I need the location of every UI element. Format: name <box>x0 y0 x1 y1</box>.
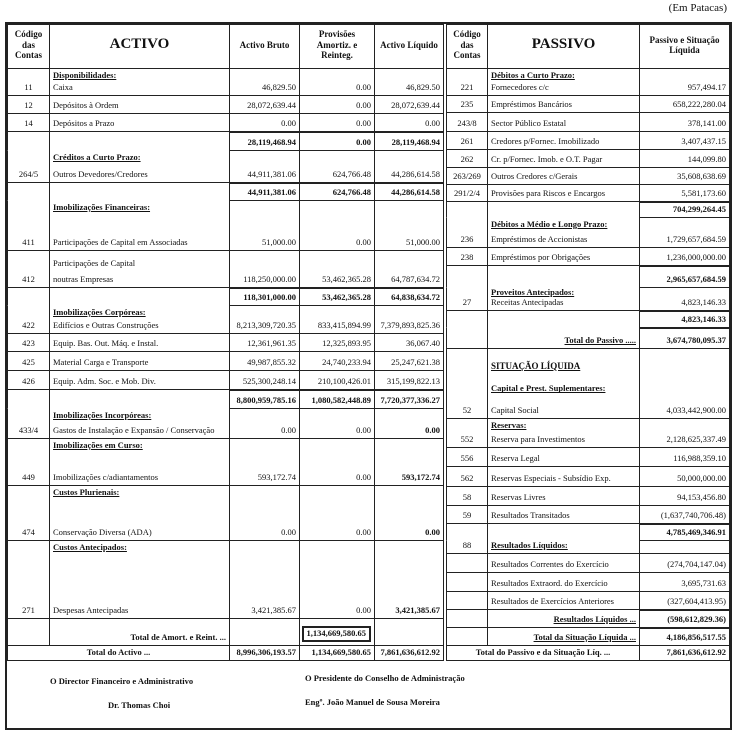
value: 144,099.80 <box>639 149 730 168</box>
desc-cell <box>487 265 640 288</box>
account-description <box>49 250 230 288</box>
bruto-cell <box>229 618 300 646</box>
value: 1,729,657,684.59 <box>639 217 730 248</box>
account-code: 58 <box>446 486 488 506</box>
bruto-value: 28,072,639.44 <box>229 95 300 114</box>
subtotal-value: 28,119,468.94 <box>374 131 444 151</box>
liquido-value: 593,172.74 <box>374 438 444 486</box>
value: 1,236,000,000.00 <box>639 247 730 266</box>
code-cell <box>7 389 50 409</box>
account-description <box>49 150 230 183</box>
liquido-value: 0.00 <box>374 408 444 439</box>
activo-header-row <box>8 24 444 68</box>
bruto-value: 0.00 <box>229 485 300 541</box>
account-code: 243/8 <box>446 112 488 132</box>
bruto-value: 0.00 <box>229 408 300 439</box>
item-row <box>447 486 730 505</box>
account-label: Depósitos à Ordem <box>53 100 119 110</box>
liquido-value: 0.00 <box>374 113 444 132</box>
account-code: 425 <box>7 351 50 371</box>
account-code: 562 <box>446 466 488 487</box>
bruto-header: Activo Bruto <box>229 24 300 69</box>
subtotal-value: 624,766.48 <box>299 182 375 201</box>
bruto-value: 118,250,000.00 <box>229 250 300 288</box>
item-row <box>8 351 444 370</box>
account-description <box>49 68 230 96</box>
bruto-value: 525,300,248.14 <box>229 370 300 390</box>
value: 3,695,731.63 <box>639 572 730 592</box>
value: 94,153,456.80 <box>639 486 730 506</box>
subtotal-value: 4,785,469,346.91 <box>639 523 730 541</box>
account-code: 221 <box>446 68 488 96</box>
code-cell <box>446 310 488 328</box>
account-label: Reservas Livres <box>491 492 546 502</box>
provisoes-value: 53,462,365.28 <box>299 250 375 288</box>
subtotal-label: Total do Passivo ..... <box>487 327 640 349</box>
account-label: Outros Credores c/Gerais <box>491 171 578 181</box>
desc-cell <box>49 287 230 306</box>
section-heading: Créditos a Curto Prazo: <box>53 152 141 162</box>
section-heading: Proveitos Antecipados: <box>491 287 575 297</box>
total-value: 8,996,306,193.57 <box>229 645 300 661</box>
president-title: O Presidente do Conselho de Administração <box>305 673 465 683</box>
item-row <box>8 250 444 287</box>
prov-cell <box>299 618 375 646</box>
account-code: 423 <box>7 333 50 352</box>
account-label: Fornecedores c/c <box>491 82 549 92</box>
subtotal-value: 118,301,000.00 <box>229 287 300 306</box>
account-label: Empréstimos Bancários <box>491 99 572 109</box>
account-code: 412 <box>7 250 50 288</box>
account-label: Material Carga e Transporte <box>53 357 149 367</box>
account-label: Equip. Adm. Soc. e Mob. Div. <box>53 376 156 386</box>
section-heading: Custos Antecipados: <box>53 542 127 552</box>
director-name: Dr. Thomas Choi <box>108 700 171 710</box>
item-row <box>8 540 444 618</box>
account-description <box>487 486 640 506</box>
account-description <box>487 167 640 185</box>
account-description <box>487 217 640 248</box>
provisoes-value: 0.00 <box>299 113 375 132</box>
subtotal-value: 3,674,780,095.37 <box>639 327 730 349</box>
code-cell <box>7 182 50 201</box>
section-heading: Custos Plurienais: <box>53 487 120 497</box>
passivo-header-row <box>447 24 730 68</box>
account-label: Provisões para Riscos e Encargos <box>491 188 606 198</box>
subtotal-value: 4,823,146.33 <box>639 310 730 328</box>
account-description <box>49 540 230 619</box>
account-description <box>487 591 640 610</box>
liquido-value: 0.00 <box>374 485 444 541</box>
item-row <box>447 348 730 418</box>
account-description <box>49 95 230 114</box>
bruto-value: 593,172.74 <box>229 438 300 486</box>
account-code: 264/5 <box>7 150 50 183</box>
account-description <box>487 553 640 573</box>
value: 116,988,359.10 <box>639 447 730 467</box>
item-row <box>447 591 730 609</box>
account-label: Conservação Diversa (ADA) <box>53 527 152 537</box>
code-header: Código das Contas <box>446 24 488 69</box>
account-description <box>487 184 640 202</box>
account-label: Empréstimos por Obrigações <box>491 252 591 262</box>
total-row <box>8 645 444 660</box>
item-row <box>8 305 444 333</box>
bruto-value: 3,421,385.67 <box>229 540 300 619</box>
subtotal-label: Total da Situação Líquida ... <box>487 627 640 646</box>
item-row <box>447 572 730 591</box>
account-code: 59 <box>446 505 488 524</box>
desc-cell <box>487 201 640 218</box>
provisoes-value: 833,415,894.99 <box>299 305 375 334</box>
account-label: Resultados Transitados <box>491 510 570 520</box>
total-value: 1,134,669,580.65 <box>299 645 375 661</box>
account-label: Participações de Capital <box>53 258 136 268</box>
liquido-value: 25,247,621.38 <box>374 351 444 371</box>
section-heading: Resultados Líquidos: <box>491 540 568 550</box>
sub-row <box>8 131 444 150</box>
account-code: 235 <box>446 95 488 113</box>
account-label-cont: noutras Empresas <box>53 274 114 284</box>
section-title: SITUAÇÃO LÍQUIDA <box>491 360 581 371</box>
account-label: Equip. Bas. Out. Máq. e Instal. <box>53 338 159 348</box>
item-row <box>447 131 730 149</box>
account-label: Depósitos a Prazo <box>53 118 115 128</box>
item-row <box>447 540 730 553</box>
account-description <box>487 287 640 311</box>
account-code: 27 <box>446 287 488 311</box>
subtotal-value: 28,119,468.94 <box>229 131 300 151</box>
subtotal-value: 44,911,381.06 <box>229 182 300 201</box>
account-description <box>49 351 230 371</box>
amort-row <box>8 618 444 645</box>
section-heading: Débitos a Curto Prazo: <box>491 70 575 80</box>
account-code <box>446 572 488 592</box>
director-title: O Director Financeiro e Administrativo <box>50 676 194 686</box>
section-heading: Reservas: <box>491 420 527 430</box>
subtotal-value: (598,612,829.36) <box>639 609 730 628</box>
value: (327,604,413.95) <box>639 591 730 610</box>
account-description <box>487 95 640 113</box>
account-code: 474 <box>7 485 50 541</box>
liquido-value: 28,072,639.44 <box>374 95 444 114</box>
account-code <box>446 591 488 610</box>
account-description <box>49 200 230 251</box>
liquido-value: 46,829.50 <box>374 68 444 96</box>
subtotal-value: 1,080,582,448.89 <box>299 389 375 409</box>
ptotal-row <box>447 609 730 627</box>
account-code: 411 <box>7 200 50 251</box>
account-label: Edifícios e Outras Construções <box>53 320 159 330</box>
section-heading: Débitos a Médio e Longo Prazo: <box>491 219 608 229</box>
provisoes-value: 0.00 <box>299 68 375 96</box>
account-code: 552 <box>446 418 488 448</box>
account-code: 422 <box>7 305 50 334</box>
account-code: 12 <box>7 95 50 114</box>
liquido-value: 36,067.40 <box>374 333 444 352</box>
liquido-value: 315,199,822.13 <box>374 370 444 390</box>
desc-cell <box>49 389 230 409</box>
bruto-value: 51,000.00 <box>229 200 300 251</box>
item-row <box>447 149 730 167</box>
account-code: 262 <box>446 149 488 168</box>
item-row <box>8 333 444 351</box>
item-row <box>447 68 730 95</box>
account-label: Resultados de Exercícios Anteriores <box>491 596 614 606</box>
account-description <box>487 418 640 448</box>
account-description <box>487 149 640 168</box>
section-heading: Capital e Prest. Suplementares: <box>491 383 606 394</box>
activo-title: ACTIVO <box>49 24 230 69</box>
account-description <box>487 447 640 467</box>
code-cell <box>446 327 488 349</box>
account-description <box>49 113 230 132</box>
account-label: Sector Público Estatal <box>491 118 567 128</box>
code-cell <box>446 627 488 646</box>
desc-cell <box>487 310 640 328</box>
subtotal-value: 7,720,377,336.27 <box>374 389 444 409</box>
value <box>639 540 730 554</box>
item-row <box>447 505 730 523</box>
ptotal-row <box>447 627 730 645</box>
item-row <box>8 408 444 438</box>
account-code: 88 <box>446 540 488 554</box>
account-description <box>49 438 230 486</box>
sub-row <box>8 287 444 305</box>
subtotal-label: Resultados Líquidos ... <box>487 609 640 628</box>
value: 4,823,146.33 <box>639 287 730 311</box>
code-cell <box>446 609 488 628</box>
account-label: Reservas Especiais - Subsídio Exp. <box>491 473 611 483</box>
sub-row <box>8 182 444 200</box>
section-heading: Imobilizações em Curso: <box>53 440 143 450</box>
code-cell <box>446 201 488 218</box>
total-value: 7,861,636,612.92 <box>374 645 444 661</box>
item-row <box>447 418 730 447</box>
value: 957,494.17 <box>639 68 730 96</box>
account-label: Reserva Legal <box>491 453 540 463</box>
provisoes-value: 24,740,233.94 <box>299 351 375 371</box>
value: 658,222,280.04 <box>639 95 730 113</box>
subtotal-value: 8,800,959,785.16 <box>229 389 300 409</box>
account-code: 236 <box>446 217 488 248</box>
account-code: 238 <box>446 247 488 266</box>
provisoes-value: 0.00 <box>299 540 375 619</box>
subtotal-value: 4,186,856,517.55 <box>639 627 730 646</box>
bruto-value: 12,361,961.35 <box>229 333 300 352</box>
bruto-value: 46,829.50 <box>229 68 300 96</box>
code-cell <box>7 131 50 151</box>
account-label: Caixa <box>53 82 73 92</box>
liquido-header: Activo Líquido <box>374 24 444 69</box>
account-label: Despesas Antecipadas <box>53 605 129 615</box>
liq-cell <box>374 618 444 646</box>
account-code: 14 <box>7 113 50 132</box>
account-label: Gastos de Instalação e Expansão / Conservação <box>53 425 215 435</box>
total-amort-value: 1,134,669,580.65 <box>302 626 372 642</box>
item-row <box>447 287 730 310</box>
bruto-value: 49,987,855.32 <box>229 351 300 371</box>
account-label: Cr. p/Fornec. Imob. e O.T. Pagar <box>491 154 603 164</box>
provisoes-value: 0.00 <box>299 408 375 439</box>
value: 50,000,000.00 <box>639 466 730 487</box>
value: (274,704,147.04) <box>639 553 730 573</box>
sub-row <box>447 201 730 217</box>
code-cell <box>446 523 488 541</box>
item-row <box>8 95 444 113</box>
item-row <box>447 447 730 466</box>
item-row <box>447 112 730 131</box>
account-description <box>487 572 640 592</box>
subtotal-value: 704,299,264.45 <box>639 201 730 218</box>
account-label: Reserva para Investimentos <box>491 434 585 444</box>
sub-row <box>447 265 730 287</box>
provisoes-value: 12,325,893.95 <box>299 333 375 352</box>
account-code: 261 <box>446 131 488 150</box>
account-description <box>487 540 640 554</box>
value: 4,033,442,900.00 <box>639 348 730 419</box>
item-row <box>8 200 444 250</box>
account-code: 11 <box>7 68 50 96</box>
bruto-value: 44,911,381.06 <box>229 150 300 183</box>
liquido-value: 44,286,614.58 <box>374 150 444 183</box>
sub-row <box>8 389 444 408</box>
item-row <box>447 95 730 112</box>
bruto-value: 8,213,309,720.35 <box>229 305 300 334</box>
account-code: 291/2/4 <box>446 184 488 202</box>
account-label: Resultados Correntes do Exercício <box>491 559 609 569</box>
desc-cell <box>49 131 230 151</box>
passivo-title: PASSIVO <box>487 24 640 69</box>
account-description <box>49 305 230 334</box>
total-amort-label: Total de Amort. e Reint. ... <box>49 618 230 646</box>
desc-cell <box>49 182 230 201</box>
value: (1,637,740,706.48) <box>639 505 730 524</box>
account-description <box>487 466 640 487</box>
item-row <box>447 247 730 265</box>
account-code: 263/269 <box>446 167 488 185</box>
provisoes-header: Provisões Amortiz. e Reinteg. <box>299 24 375 69</box>
liquido-value: 7,379,893,825.36 <box>374 305 444 334</box>
code-cell <box>446 265 488 288</box>
value: 35,608,638.69 <box>639 167 730 185</box>
item-row <box>8 370 444 389</box>
ptotal-row <box>447 327 730 348</box>
item-row <box>8 485 444 540</box>
account-description <box>487 112 640 132</box>
liquido-value: 64,787,634.72 <box>374 250 444 288</box>
section-heading: Imobilizações Incorpóreas: <box>53 410 152 420</box>
code-cell <box>7 287 50 306</box>
value: 2,128,625,337.49 <box>639 418 730 448</box>
account-description <box>487 348 640 419</box>
subtotal-value: 64,838,634.72 <box>374 287 444 306</box>
account-description <box>487 247 640 266</box>
total-value: 7,861,636,612.92 <box>639 645 730 661</box>
section-heading: Imobilizações Corpóreas: <box>53 307 146 317</box>
account-code: 433/4 <box>7 408 50 439</box>
account-label: Credores p/Fornec. Imobilizado <box>491 136 600 146</box>
code-header: Código das Contas <box>7 24 50 69</box>
subtotal-value: 2,965,657,684.59 <box>639 265 730 288</box>
currency-unit: (Em Patacas) <box>668 2 727 14</box>
sub-row <box>447 523 730 540</box>
item-row <box>8 150 444 182</box>
liquido-value: 51,000.00 <box>374 200 444 251</box>
account-label: Outros Devedores/Credores <box>53 169 148 179</box>
provisoes-value: 624,766.48 <box>299 150 375 183</box>
account-label: Capital Social <box>491 404 539 415</box>
item-row <box>447 217 730 247</box>
total-passivo-situacao-label: Total do Passivo e da Situação Líq. ... <box>446 645 640 661</box>
account-description <box>487 505 640 524</box>
item-row <box>8 68 444 95</box>
account-code: 52 <box>446 348 488 419</box>
item-row <box>8 113 444 131</box>
item-row <box>447 167 730 184</box>
subtotal-value: 0.00 <box>299 131 375 151</box>
account-code: 449 <box>7 438 50 486</box>
sub-row <box>447 310 730 327</box>
account-code <box>446 553 488 573</box>
provisoes-value: 0.00 <box>299 485 375 541</box>
item-row <box>447 553 730 572</box>
account-code: 426 <box>7 370 50 390</box>
item-row <box>447 184 730 201</box>
account-code: 271 <box>7 540 50 619</box>
liquido-value: 3,421,385.67 <box>374 540 444 619</box>
account-code: 556 <box>446 447 488 467</box>
desc-cell <box>487 523 640 541</box>
value: 3,407,437.15 <box>639 131 730 150</box>
total-row <box>447 645 730 660</box>
account-description <box>49 333 230 352</box>
provisoes-value: 210,100,426.01 <box>299 370 375 390</box>
account-label: Resultados Extraord. do Exercício <box>491 578 608 588</box>
account-description <box>487 131 640 150</box>
provisoes-value: 0.00 <box>299 200 375 251</box>
account-description <box>487 68 640 96</box>
account-label: Receitas Antecipadas <box>491 297 564 307</box>
account-description <box>49 370 230 390</box>
item-row <box>8 438 444 485</box>
account-label: Participações de Capital em Associadas <box>53 237 188 247</box>
code-cell <box>7 618 50 646</box>
provisoes-value: 0.00 <box>299 438 375 486</box>
value-header: Passivo e Situação Líquida <box>639 24 730 69</box>
total-activo-label: Total do Activo ... <box>7 645 230 661</box>
section-heading: Imobilizações Financeiras: <box>53 202 151 212</box>
subtotal-value: 44,286,614.58 <box>374 182 444 201</box>
account-label: Empréstimos de Accionistas <box>491 234 588 244</box>
value: 378,141.00 <box>639 112 730 132</box>
account-label: Imobilizações c/adiantamentos <box>53 472 159 482</box>
item-row <box>447 466 730 486</box>
account-description <box>49 485 230 541</box>
subtotal-value: 53,462,365.28 <box>299 287 375 306</box>
bruto-value: 0.00 <box>229 113 300 132</box>
provisoes-value: 0.00 <box>299 95 375 114</box>
account-description <box>49 408 230 439</box>
section-heading: Disponibilidades: <box>53 70 117 80</box>
value: 5,581,173.60 <box>639 184 730 202</box>
president-name: Engº. João Manuel de Sousa Moreira <box>305 697 440 707</box>
